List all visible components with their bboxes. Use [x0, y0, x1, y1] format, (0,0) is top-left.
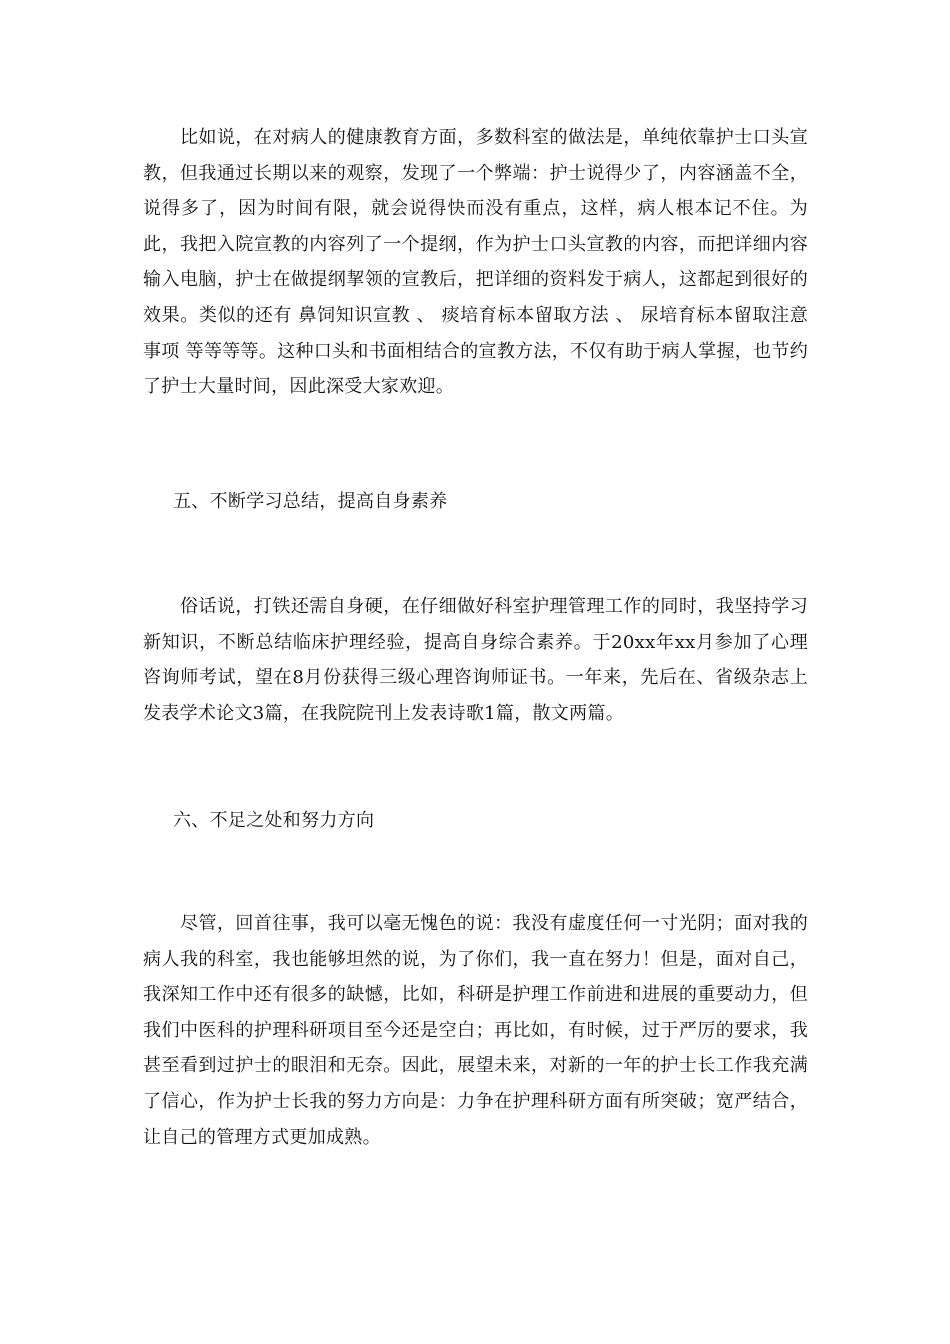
section-heading-five: 五、不断学习总结，提高自身素养 — [173, 491, 448, 512]
paragraph-text: 比如说，在对病人的健康教育方面，多数科室的做法是，单纯依靠护士口头宣教，但我通过长期以来的观察，发现了一个弊端：护士说得少了，内容涵盖不全，说得多了，因为时间有限，就会说得快而没有重点，这样，病人根本记不住。为此，我把入院宣教的内容列了一个提纲，作为护士口头宣教的内容，而把详细内容输入电脑，护士在做提纲挈领的宣教后，把详细的资料发于病人，这都起到很好的效果。类似的还有 鼻饲知识宣教 、 痰培育标本留取方法 、 尿培育标本留取注意事项 等等等等。这种口头和书面相结合的宣教方法，不仅有助于病人掌握，也节约了护士大量时间，因此深受大家欢迎。 — [143, 127, 808, 398]
paragraph-health-education — [143, 120, 808, 405]
paragraph-shortcomings — [143, 906, 808, 1155]
paragraph-self-improvement — [143, 589, 808, 731]
section-heading-six: 六、不足之处和努力方向 — [173, 810, 375, 831]
paragraph-text: 尽管，回首往事，我可以毫无愧色的说：我没有虚度任何一寸光阴；面对我的病人我的科室，我也能够坦然的说，为了你们，我一直在努力！但是，面对自己，我深知工作中还有很多的缺憾，比如，科研是护理工作前进和进展的重要动力，但我们中医科的护理科研项目至今还是空白；再比如，有时候，过于严厉的要求，我甚至看到过护士的眼泪和无奈。因此，展望未来，对新的一年的护士长工作我充满了信心，作为护士长我的努力方向是：力争在护理科研方面有所突破；宽严结合，让自己的管理方式更加成熟。 — [143, 913, 808, 1148]
paragraph-text: 俗话说，打铁还需自身硬，在仔细做好科室护理管理工作的同时，我坚持学习新知识，不断总结临床护理经验，提高自身综合素养。于20xx年xx月参加了心理咨询师考试，望在8月份获得三级心理咨询师证书。一年来，先后在、省级杂志上发表学术论文3篇，在我院院刊上发表诗歌1篇，散文两篇。 — [143, 596, 808, 724]
